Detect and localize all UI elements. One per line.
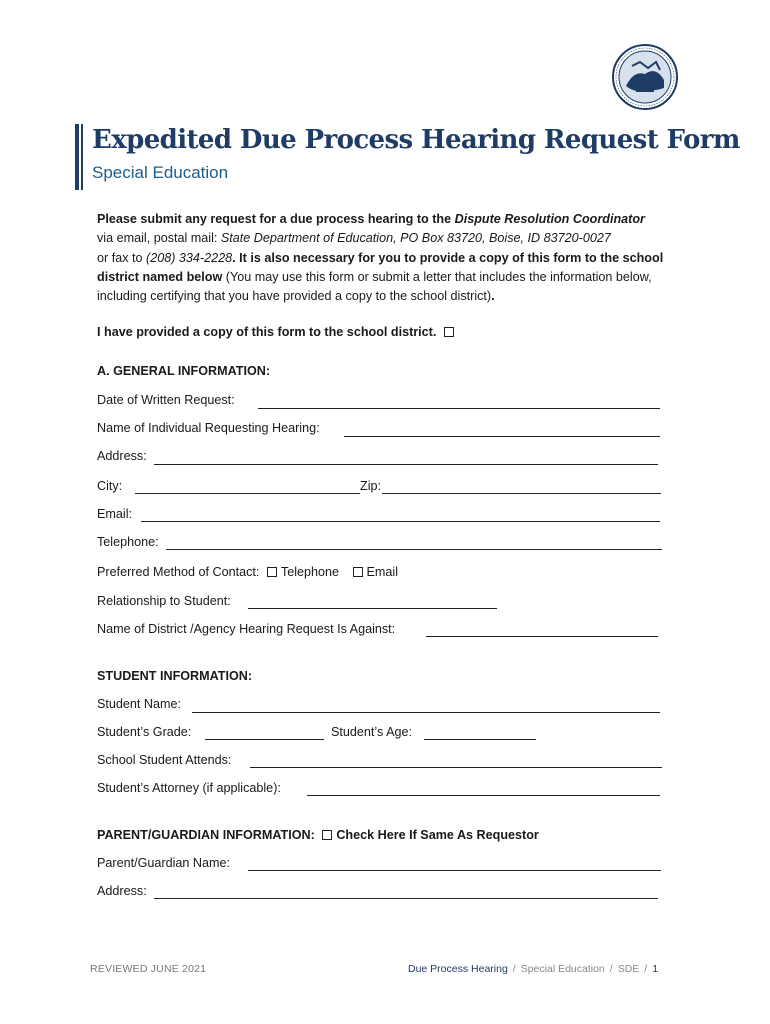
telephone-label: Telephone: (97, 535, 159, 549)
page-title: Expedited Due Process Hearing Request Form (92, 125, 740, 155)
school-label: School Student Attends: (97, 753, 232, 767)
contact-email-label: Email (366, 565, 399, 579)
parent-address-label: Address: (97, 884, 147, 898)
certify-checkbox[interactable] (444, 327, 454, 337)
state-seal-logo (612, 44, 678, 110)
footer-separator: / (512, 963, 516, 975)
requester-name-field[interactable] (344, 436, 660, 437)
district-label: Name of District /Agency Hearing Request Is Against: (97, 622, 396, 636)
footer-separator: / (644, 963, 648, 975)
student-age-label: Student’s Age: (331, 725, 412, 739)
student-grade-field[interactable] (205, 739, 324, 740)
zip-field[interactable] (382, 493, 661, 494)
reviewed-date: REVIEWED JUNE 2021 (90, 963, 207, 975)
instructions-paragraph: Please submit any request for a due process hearing to the Dispute Resolution Coordinator via email, postal mail: State Department of Education, PO Box 83720, Boise, ID 83720-0027 or fax to (208) 334-2228. It is also necessary for you to provide a copy of this form to the school district named below (You may use this form or submit a letter that includes the information below, including certifying that you have provided a copy to the school district). (97, 212, 664, 304)
school-field[interactable] (250, 767, 662, 768)
student-grade-label: Student’s Grade: (97, 725, 192, 739)
parent-address-field[interactable] (154, 898, 658, 899)
same-as-requestor-checkbox[interactable] (322, 830, 332, 840)
attorney-field[interactable] (307, 795, 660, 796)
footer-breadcrumb (408, 963, 658, 975)
student-name-field[interactable] (192, 712, 660, 713)
date-label: Date of Written Request: (97, 393, 235, 407)
footer-separator: / (609, 963, 613, 975)
title-accent-bar-thin (81, 124, 83, 190)
district-field[interactable] (426, 636, 658, 637)
footer-crumb-due-process: Due Process Hearing (408, 963, 508, 975)
parent-name-label: Parent/Guardian Name: (97, 856, 231, 870)
city-field[interactable] (135, 493, 360, 494)
certify-label: I have provided a copy of this form to the school district. (97, 325, 437, 339)
general-heading: A. GENERAL INFORMATION: (97, 364, 271, 378)
email-field[interactable] (141, 521, 660, 522)
requester-name-label: Name of Individual Requesting Hearing: (97, 421, 320, 435)
telephone-field[interactable] (166, 549, 662, 550)
student-name-label: Student Name: (97, 697, 182, 711)
contact-method-label: Preferred Method of Contact: (97, 565, 260, 579)
parent-heading-row (97, 828, 539, 842)
contact-email-checkbox[interactable] (353, 567, 363, 577)
parent-name-field[interactable] (248, 870, 661, 871)
contact-telephone-checkbox[interactable] (267, 567, 277, 577)
contact-method-row (97, 565, 398, 579)
address-label: Address: (97, 449, 147, 463)
title-accent-bar (75, 124, 79, 190)
same-as-requestor-label: Check Here If Same As Requestor (336, 828, 539, 842)
footer-crumb-sde: SDE (617, 963, 640, 975)
relationship-label: Relationship to Student: (97, 594, 231, 608)
footer-crumb-special-education: Special Education (520, 963, 605, 975)
certify-row (97, 325, 458, 339)
city-label: City: (97, 479, 123, 493)
attorney-label: Student’s Attorney (if applicable): (97, 781, 281, 795)
contact-telephone-label: Telephone (280, 565, 340, 579)
email-label: Email: (97, 507, 132, 521)
date-field[interactable] (258, 408, 660, 409)
student-age-field[interactable] (424, 739, 536, 740)
address-field[interactable] (154, 464, 658, 465)
page-number: 1 (652, 963, 659, 975)
relationship-field[interactable] (248, 608, 497, 609)
student-heading: STUDENT INFORMATION: (97, 669, 253, 683)
zip-label: Zip: (360, 479, 381, 493)
parent-heading: PARENT/GUARDIAN INFORMATION: (97, 828, 315, 842)
page-subtitle: Special Education (92, 163, 229, 182)
